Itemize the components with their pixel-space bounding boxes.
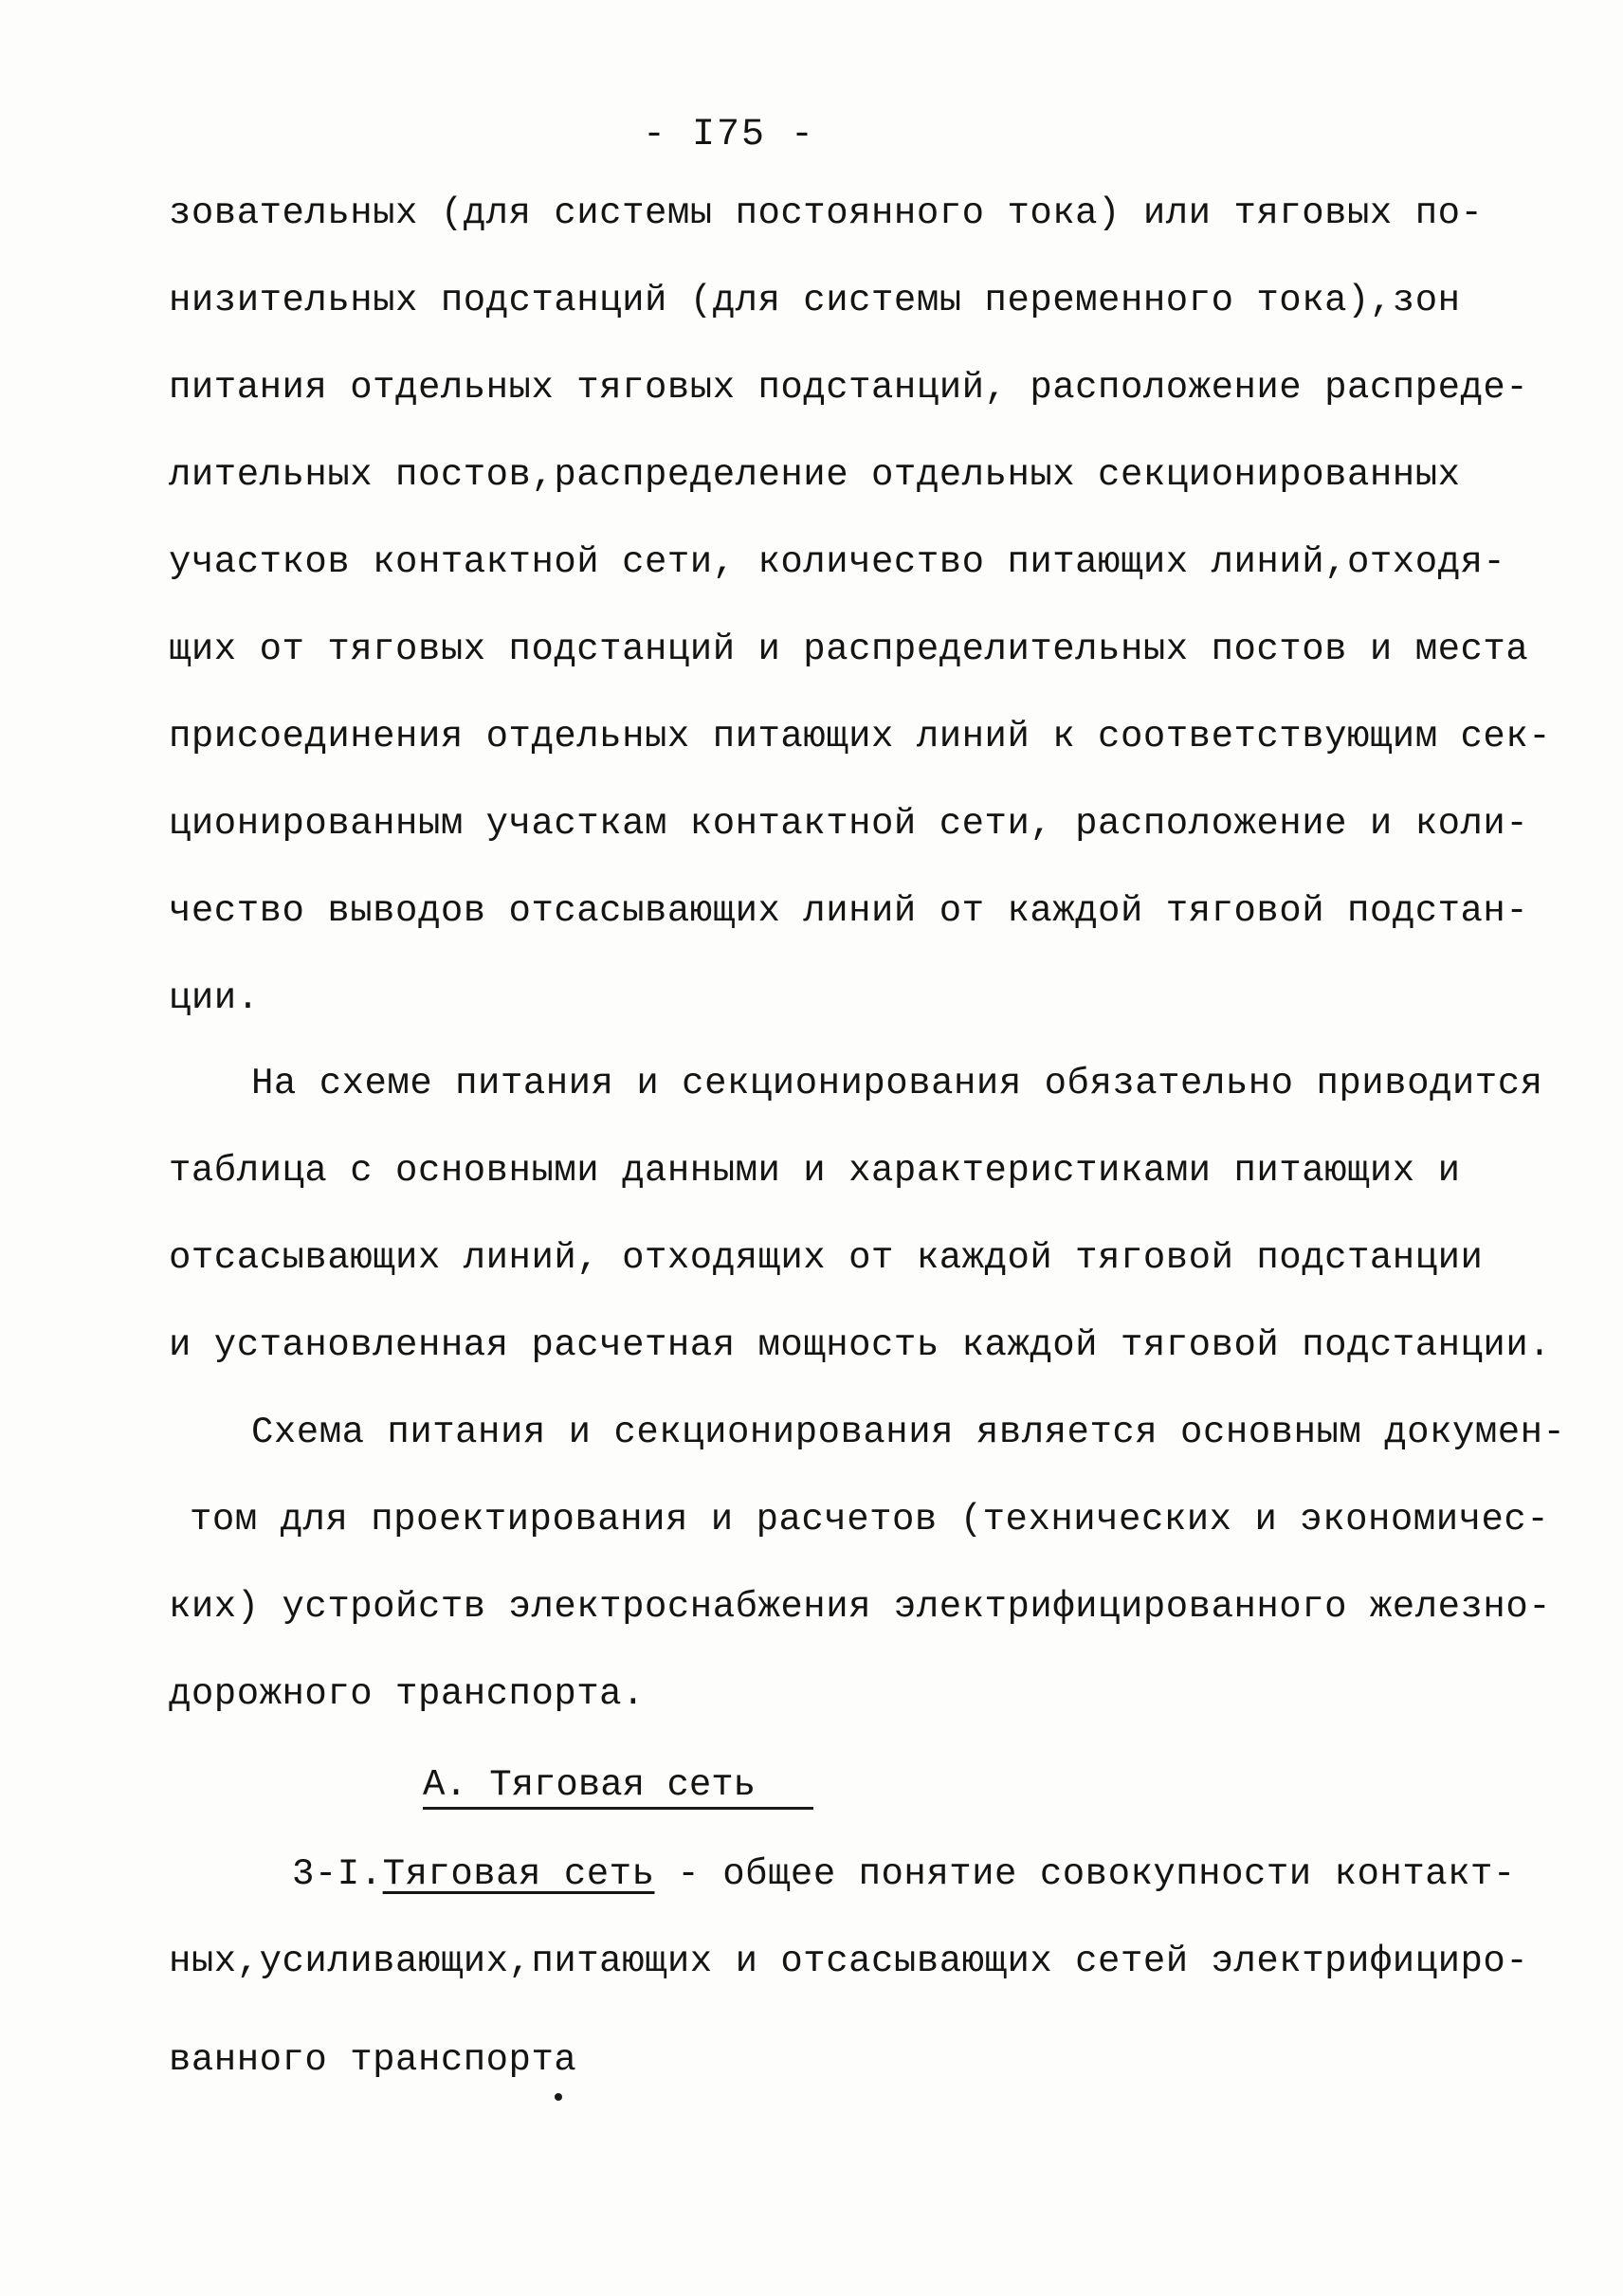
definition-term: Тяговая сеть [382,1853,655,1895]
text-line: присоединения отдельных питающих линий к соответствующим сек- [169,716,1552,757]
text-line: том для проектирования и расчетов (технических и экономичес- [190,1499,1550,1540]
text-line: отсасывающих линий, отходящих от каждой тяговой подстанции [169,1237,1484,1279]
text-line: Схема питания и секционирования является основным докумен- [251,1412,1566,1453]
text-line: низительных подстанций (для системы переменного тока),зон [169,280,1461,321]
period-mark [555,2093,562,2101]
definition-text: общее понятие совокупности контакт- [722,1853,1516,1895]
text-line: На схеме питания и секционирования обязательно приводится [251,1063,1543,1104]
text-line: питания отдельных тяговых подстанций, расположение распреде- [169,367,1529,409]
text-line: ких) устройств электроснабжения электрифицированного железно- [169,1586,1552,1628]
text-line: таблица с основными данными и характеристиками питающих и [169,1150,1461,1192]
definition-dash: - [677,1853,701,1895]
section-heading: А. Тяговая сеть [423,1764,757,1806]
text-line: участков контактной сети, количество питающих линий,отходя- [169,541,1506,583]
heading-underline [423,1807,813,1810]
text-line: ванного транспорта [169,2039,577,2081]
text-line: ных,усиливающих,питающих и отсасывающих сетей электрифициро- [169,1941,1529,1982]
definition-line-1 [292,1850,1516,1898]
text-line: чество выводов отсасывающих линий от каждой тяговой подстан- [169,890,1529,932]
text-line: лительных постов,распределение отдельных секционированных [169,454,1461,496]
text-line: зовательных (для системы постоянного тока) или тяговых по- [169,192,1484,234]
text-line: дорожного транспорта. [169,1673,645,1715]
text-line: ционированным участкам контактной сети, расположение и коли- [169,803,1529,845]
text-line: и установленная расчетная мощность каждой тяговой подстанции. [169,1324,1552,1366]
text-line: щих от тяговых подстанций и распределительных постов и места [169,629,1529,670]
text-line: ции. [169,977,260,1019]
page-number: - I75 - [643,114,816,156]
definition-number: 3-I. [292,1853,383,1895]
